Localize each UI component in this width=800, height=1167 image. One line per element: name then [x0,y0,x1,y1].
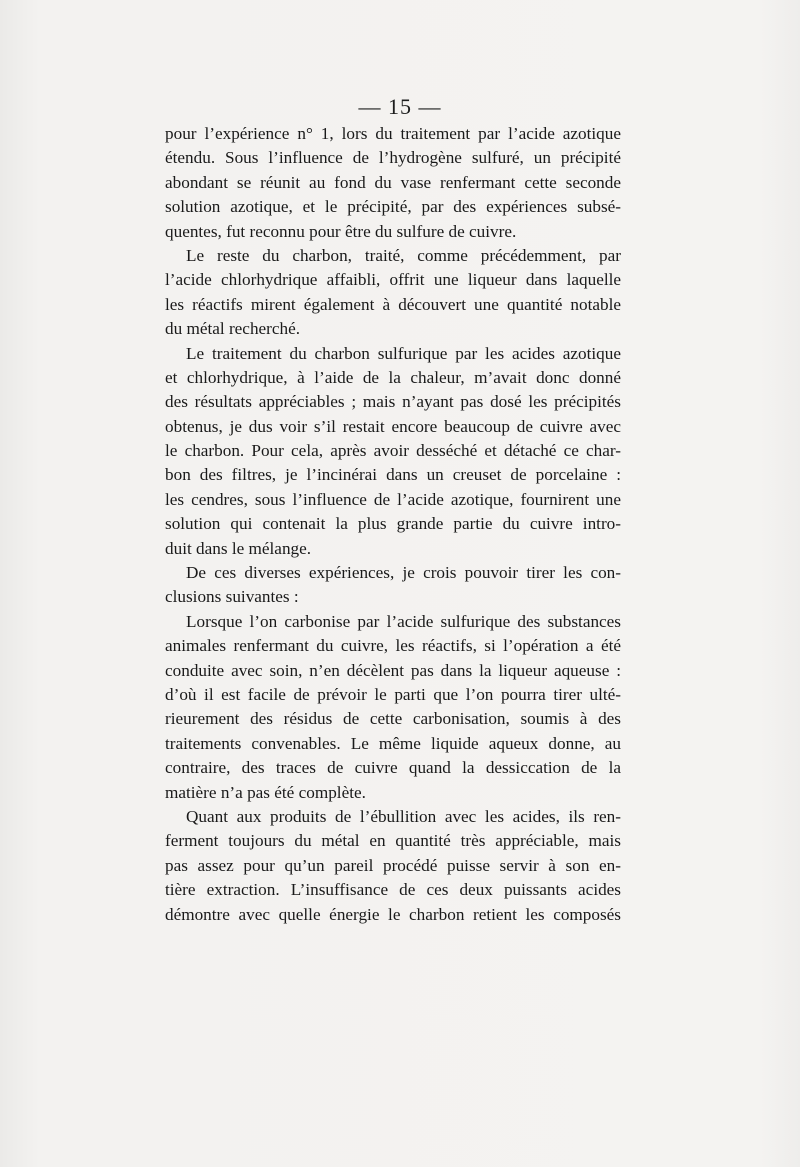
text-line: clusions suivantes : [165,587,299,607]
text-line: ferment toujours du métal en quantité très appréciable, mais [165,831,621,851]
body-text [165,122,621,927]
paragraph [165,122,621,244]
text-line: De ces diverses expériences, je crois pouvoir tirer les con- [186,563,621,583]
text-line: Le reste du charbon, traité, comme précédemment, par [186,245,621,265]
paragraph [165,805,621,927]
page-number: — 15 — [358,94,442,119]
text-line: les cendres, sous l’influence de l’acide azotique, fournirent une [165,489,621,509]
text-line: Quant aux produits de l’ébullition avec les acides, ils ren- [186,806,621,826]
text-line: rieurement des résidus de cette carbonisation, soumis à des [165,709,621,729]
text-line: matière n’a pas été complète. [165,782,366,802]
text-line: tière extraction. L’insuffisance de ces deux puissants acides [165,880,621,900]
text-line: traitements convenables. Le même liquide aqueux donne, au [165,733,621,753]
text-line: pour l’expérience n° 1, lors du traitement par l’acide azotique [165,124,621,143]
text-line: bon des filtres, je l’incinérai dans un creuset de porcelaine : [165,465,621,485]
paragraph [165,561,621,610]
text-line: solution qui contenait la plus grande partie du cuivre intro- [165,514,621,534]
text-line: les réactifs mirent également à découvert une quantité notable [165,294,621,314]
text-line: le charbon. Pour cela, après avoir desséché et détaché ce char- [165,441,621,461]
paragraph [165,342,621,562]
text-line: étendu. Sous l’influence de l’hydrogène sulfuré, un précipité [165,148,621,168]
text-line: Le traitement du charbon sulfurique par les acides azotique [186,343,621,363]
text-line: duit dans le mélange. [165,538,312,558]
text-line: animales renfermant du cuivre, les réactifs, si l’opération a été [165,636,621,656]
paragraph [165,244,621,342]
text-line: conduite avec soin, n’en décèlent pas dans la liqueur aqueuse : [165,660,621,680]
text-line: abondant se réunit au fond du vase renfermant cette seconde [165,172,621,192]
text-line: pas assez pour qu’un pareil procédé puisse servir à son en- [165,855,621,875]
text-line: obtenus, je dus voir s’il restait encore beaucoup de cuivre avec [165,416,621,436]
text-line: Lorsque l’on carbonise par l’acide sulfurique des substances [186,611,621,631]
text-line: des résultats appréciables ; mais n’ayant pas dosé les précipités [165,392,621,412]
text-line: démontre avec quelle énergie le charbon retient les composés [165,904,621,924]
text-line: contraire, des traces de cuivre quand la dessiccation de la [165,758,621,778]
text-line: quentes, fut reconnu pour être du sulfure de cuivre. [165,221,517,241]
text-line: d’où il est facile de prévoir le parti que l’on pourra tirer ulté- [165,684,621,704]
text-line: l’acide chlorhydrique affaibli, offrit une liqueur dans laquelle [165,270,621,290]
text-line: du métal recherché. [165,319,301,339]
text-line: solution azotique, et le précipité, par des expériences subsé- [165,197,621,217]
text-line: et chlorhydrique, à l’aide de la chaleur, m’avait donc donné [165,367,621,387]
paragraph [165,610,621,805]
